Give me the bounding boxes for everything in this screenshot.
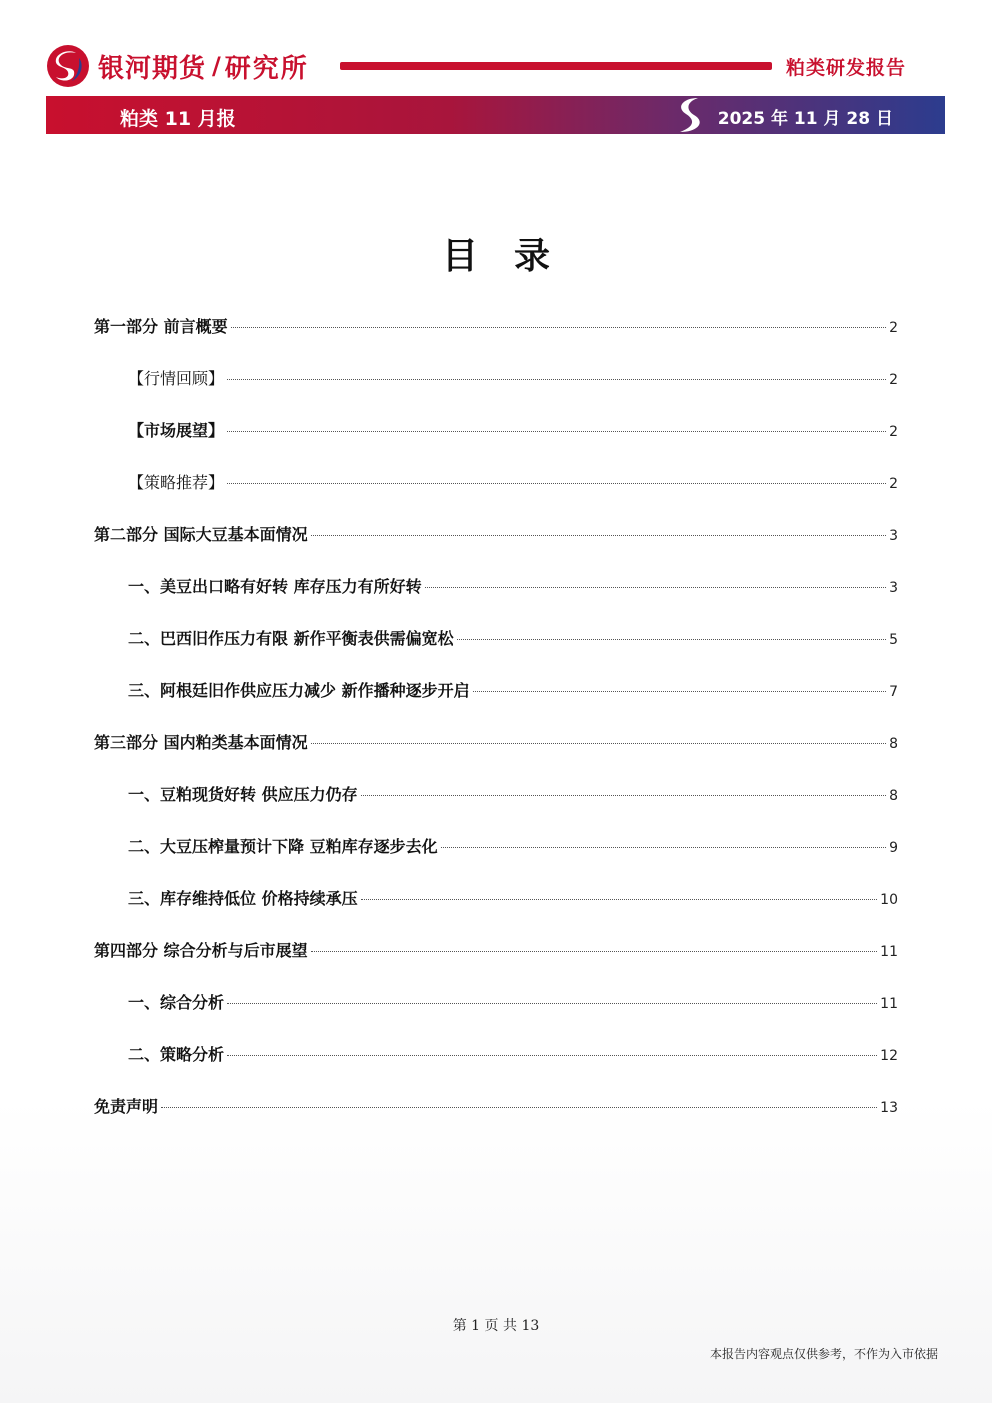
toc-entry-label: 【市场展望】 [128,421,225,440]
leader-dots [311,535,887,536]
toc-entry-label: 三、库存维持低位 价格持续承压 [128,889,358,908]
toc-entry-page: 11 [880,996,898,1012]
toc-entry-page: 8 [889,736,898,752]
toc-entry-label: 第三部分 国内粕类基本面情况 [94,733,308,752]
toc-entry-page: 7 [889,684,898,700]
leader-dots [425,587,887,588]
toc-entry-label: 【策略推荐】 [128,473,225,492]
report-date: 2025 年 11 月 28 日 [717,109,893,129]
toc-entry-page: 2 [889,476,898,492]
toc-entry[interactable] [94,886,898,938]
company-name: 银河期货 [98,53,207,84]
leader-dots [227,379,886,380]
toc-entry-page: 2 [889,372,898,388]
toc-entry-label: 一、美豆出口略有好转 库存压力有所好转 [128,577,422,596]
toc-entry-page: 2 [889,424,898,440]
toc-entry[interactable] [94,574,898,626]
company-logo [46,44,309,88]
toc-entry-page: 9 [889,840,898,856]
toc-entry-label: 【行情回顾】 [128,369,225,388]
toc-entry[interactable] [94,834,898,886]
toc-entry[interactable] [94,678,898,730]
toc-entry[interactable] [94,626,898,678]
toc-entry[interactable] [94,1094,898,1146]
header-rule [340,62,772,70]
toc-entry-label: 二、大豆压榨量预计下降 豆粕库存逐步去化 [128,837,438,856]
toc-entry-page: 3 [889,580,898,596]
leader-dots [161,1107,877,1108]
banner-title: 粕类 11 月报 [120,108,236,130]
leader-dots [441,847,887,848]
leader-dots [227,1003,877,1004]
leader-dots [227,483,886,484]
page-indicator: 第 1 页 共 13 [452,1318,540,1334]
toc-entry[interactable] [94,522,898,574]
toc-heading: 目录 [441,236,586,277]
toc-entry-label: 第四部分 综合分析与后市展望 [94,941,308,960]
department-name: 研究所 [224,53,309,84]
toc-entry[interactable] [94,1042,898,1094]
toc-entry-label: 三、阿根廷旧作供应压力减少 新作播种逐步开启 [128,681,470,700]
galaxy-logo-icon [46,44,90,88]
toc-entry-label: 第一部分 前言概要 [94,317,228,336]
toc-entry-label: 一、综合分析 [128,993,225,1012]
toc-entry-label: 免责声明 [94,1097,159,1116]
toc-entry[interactable] [94,782,898,834]
toc-entry[interactable] [94,938,898,990]
toc-entry-page: 8 [889,788,898,804]
toc-entry[interactable] [94,990,898,1042]
leader-dots [231,327,887,328]
toc-entry-page: 13 [880,1100,898,1116]
toc-entry-page: 12 [880,1048,898,1064]
logo-separator: / [212,52,221,80]
toc-entry-page: 2 [889,320,898,336]
toc-entry-page: 11 [880,944,898,960]
leader-dots [311,951,878,952]
toc-entry-label: 一、豆粕现货好转 供应压力仍存 [128,785,358,804]
toc-entry-label: 第二部分 国际大豆基本面情况 [94,525,308,544]
toc-entry[interactable] [94,730,898,782]
table-of-contents [94,314,898,1146]
toc-entry-page: 5 [889,632,898,648]
toc-entry-label: 二、巴西旧作压力有限 新作平衡表供需偏宽松 [128,629,454,648]
leader-dots [227,1055,877,1056]
leader-dots [457,639,887,640]
report-type: 粕类研发报告 [786,57,907,79]
toc-entry-page: 10 [880,892,898,908]
toc-entry[interactable] [94,366,898,418]
swirl-icon [668,96,708,134]
toc-entry-page: 3 [889,528,898,544]
leader-dots [361,899,878,900]
leader-dots [361,795,887,796]
footer-disclaimer: 本报告内容观点仅供参考，不作为入市依据 [709,1347,938,1361]
leader-dots [227,431,886,432]
toc-entry[interactable] [94,470,898,522]
toc-entry[interactable] [94,418,898,470]
leader-dots [311,743,887,744]
toc-entry[interactable] [94,314,898,366]
leader-dots [473,691,887,692]
title-banner [46,96,945,134]
toc-entry-label: 二、策略分析 [128,1045,225,1064]
